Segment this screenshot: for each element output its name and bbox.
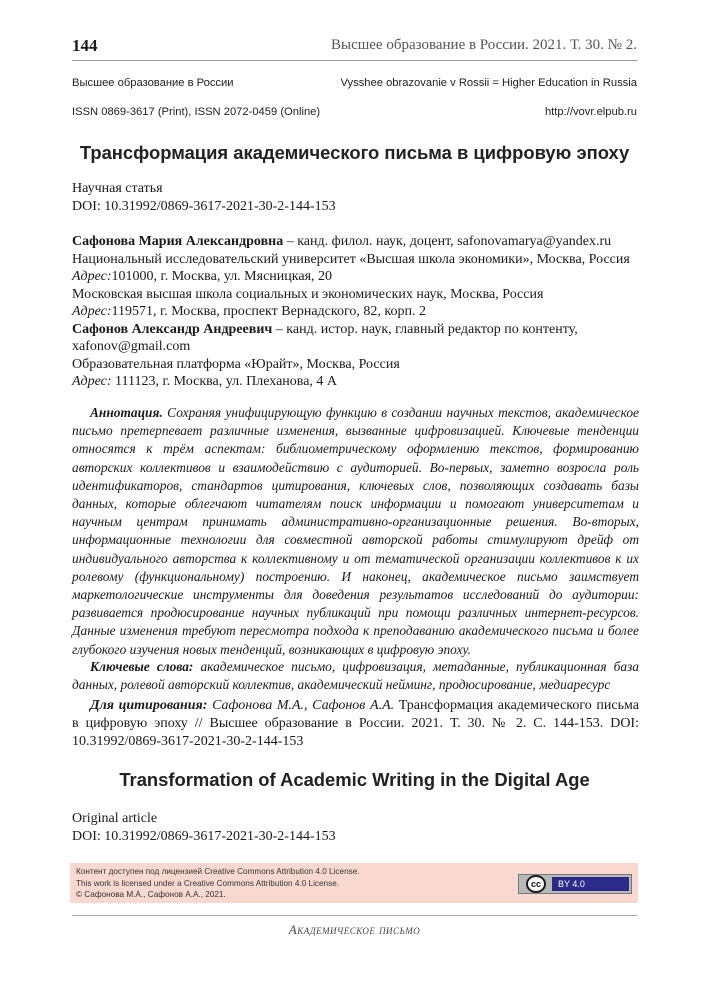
abstract-label: Аннотация. <box>90 405 163 420</box>
header-divider <box>72 60 637 61</box>
footer-section-title: Академическое письмо <box>288 922 421 937</box>
author-1-name: Сафонова Мария Александровна <box>72 234 284 249</box>
author-1-affiliation-2: Московская высшая школа социальных и экономических наук, Москва, Россия <box>72 286 544 302</box>
author-1-info: – канд. филол. наук, доцент, safonovamarya@yandex.ru <box>283 234 612 249</box>
cc-icon: cc <box>526 875 546 893</box>
article-title-en: Transformation of Academic Writing in the Digital Age <box>119 769 590 790</box>
journal-name-en: Vysshee obrazovanie v Rossii = Higher Education in Russia <box>340 77 637 89</box>
authors-block <box>72 233 639 391</box>
keywords-text: академическое письмо, цифровизация, метаданные, публикационная база данных, ролевой авторский коллектив, академический нейминг, продюсирование, медиаресурс <box>72 659 639 693</box>
article-info-en <box>72 810 639 845</box>
journal-url[interactable]: http://vovr.elpub.ru <box>544 106 637 118</box>
author-2-info: – канд. истор. наук, главный редактор по контенту, xafonov@gmail.com <box>72 321 578 354</box>
license-line-en: This work is licensed under a Creative Commons Attribution 4.0 License. <box>76 878 340 888</box>
journal-issn: ISSN 0869-3617 (Print), ISSN 2072-0459 (Online) <box>72 106 321 118</box>
author-2-name: Сафонов Александр Андреевич <box>72 321 273 337</box>
address-value: 119571, г. Москва, проспект Вернадского, 82, корп. 2 <box>111 304 426 319</box>
license-text <box>76 866 360 901</box>
address-value: 101000, г. Москва, ул. Мясницкая, 20 <box>111 269 333 284</box>
article-type-ru: Научная статья <box>72 181 163 196</box>
article-doi-ru[interactable]: DOI: 10.31992/0869-3617-2021-30-2-144-153 <box>72 198 336 214</box>
author-2 <box>72 321 639 356</box>
article-title-ru: Трансформация академического письма в цифровую эпоху <box>79 142 630 163</box>
citation-text: Трансформация академического письма в цифровую эпоху // Высшее образование в России. 2021. Т. 30. № 2. С. 144-153. DOI: 10.31992/0869-3617-2021-30-2-144-153 <box>72 698 639 749</box>
page-number: 144 <box>72 36 98 55</box>
keywords-label: Ключевые слова: <box>90 659 194 674</box>
citation-label: Для цитирования: <box>90 698 208 713</box>
author-1-address-1 <box>72 268 639 286</box>
address-label: Адрес: <box>72 269 112 284</box>
author-2-address-1 <box>72 373 639 391</box>
author-1-affiliation-1: Национальный исследовательский университет «Высшая школа экономики», Москва, Россия <box>72 251 630 267</box>
cc-badge-label: BY 4.0 <box>552 877 629 891</box>
journal-name-ru: Высшее образование в России <box>72 77 234 89</box>
address-label: Адрес: <box>72 304 112 319</box>
article-type-en: Original article <box>72 811 158 826</box>
author-2-affiliation-1: Образовательная платформа «Юрайт», Москва, Россия <box>72 356 400 372</box>
footer-divider <box>72 915 637 916</box>
license-box <box>70 863 638 903</box>
citation <box>72 697 639 751</box>
running-head <box>72 36 637 58</box>
author-1-address-2 <box>72 303 639 321</box>
article-doi-en[interactable]: DOI: 10.31992/0869-3617-2021-30-2-144-153 <box>72 828 336 844</box>
author-1 <box>72 233 639 251</box>
running-title: Высшее образование в России. 2021. Т. 30. № 2. <box>330 37 637 53</box>
address-value: 111123, г. Москва, ул. Плеханова, 4 А <box>111 374 338 389</box>
citation-authors: Сафонова М.А., Сафонов А.А. <box>207 698 395 713</box>
keywords <box>72 658 639 694</box>
address-label: Адрес: <box>72 374 112 389</box>
abstract <box>72 404 639 659</box>
article-info-ru <box>72 180 639 215</box>
license-line-ru: Контент доступен под лицензией Creative Commons Attribution 4.0 License. <box>76 867 360 876</box>
abstract-text: Сохраняя унифицирующую функцию в создании научных текстов, академическое письмо претерпевает различные изменения, вызванные цифровизацией. Ключевые тенденции относятся к трём аспектам: библиометрическому оформлению текстов, формированию авторских коллективов и взаимодействию с аудиторией. Во-первых, заметно возросла роль идентификаторов, стандартов цитирования, ключевых слов, позволяющих создавать базы данных, которые облегчают читателям поиск информации и помогают университетам и научным центрам принимать административно-организационные решения. Во-вторых, информационные технологии для совместной авторской работы стимулируют дрейф от индивидуального авторства к коллективному и от тематической организации коллективов к их ролевому (функциональному) построению. И наконец, академическое письмо заимствует маркетологические инструменты для доведения результатов исследований до аудитории: развивается продюсирование научных публикаций при помощи различных интернет-ресурсов. Данные изменения требуют пересмотра подхода к преподаванию академического письма и более глубокого изучения новых тенденций, возникающих в цифровую эпоху. <box>72 405 639 657</box>
cc-by-badge[interactable] <box>518 874 632 894</box>
license-copyright: © Сафонова М.А., Сафонов А.А., 2021. <box>76 890 226 899</box>
